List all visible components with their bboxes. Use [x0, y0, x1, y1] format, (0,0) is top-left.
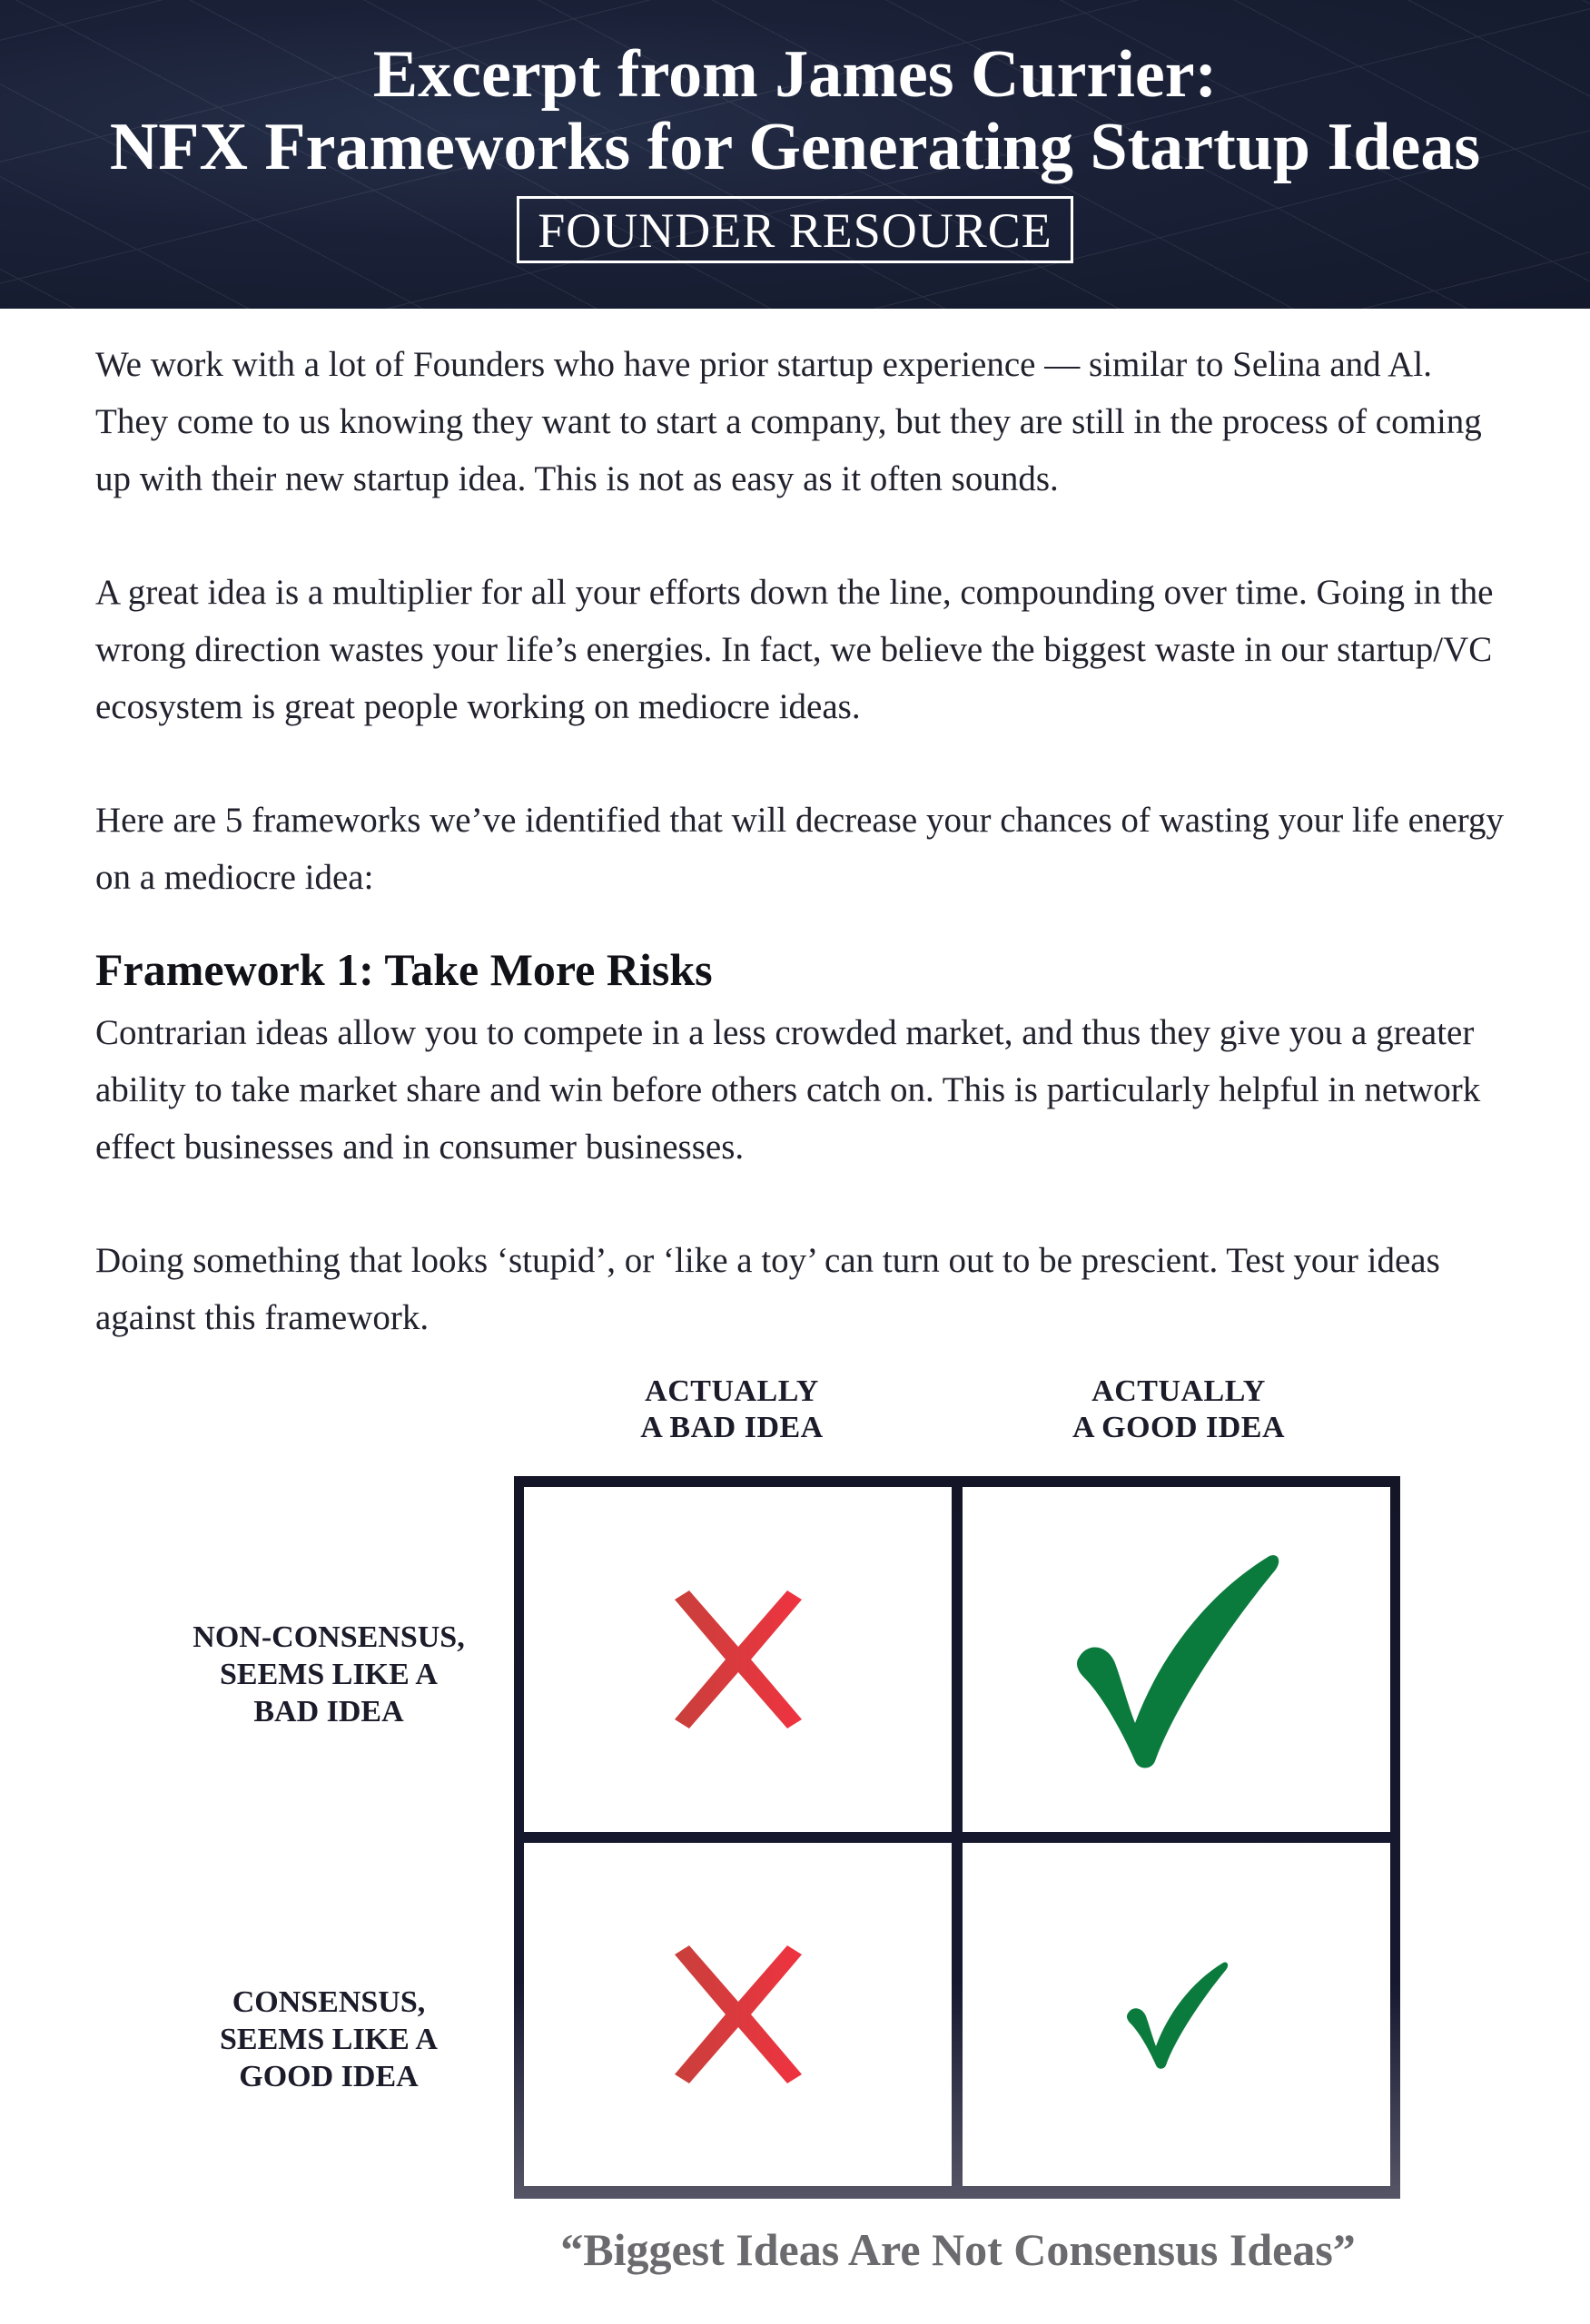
row-header-line: BAD IDEA	[253, 1695, 404, 1728]
cell-consensus-bad	[524, 1843, 952, 2186]
row-header-non-consensus	[138, 1619, 519, 1730]
founder-resource-badge: FOUNDER RESOURCE	[517, 196, 1073, 263]
intro-paragraph-1: We work with a lot of Founders who have prior startup experience — similar to Selina and Al. They come to us knowing they want to start a company, but they are still in the process of coming up with their new startup idea. This is not as easy as it often sounds.	[95, 345, 1482, 498]
framework-paragraph-2: Doing something that looks ‘stupid’, or ‘like a toy’ can turn out to be prescient. Test your ideas against this framework.	[95, 1241, 1440, 1337]
cell-non-consensus-bad	[524, 1487, 952, 1832]
row-header-line: SEEMS LIKE A	[220, 2023, 438, 2056]
page-title-line-1: Excerpt from James Currier:	[372, 37, 1218, 112]
column-header-line: ACTUALLY	[645, 1374, 819, 1408]
row-header-consensus	[138, 1984, 519, 2095]
row-header-line: GOOD IDEA	[239, 2060, 419, 2093]
page-title-line-2: NFX Frameworks for Generating Startup Ideas	[109, 110, 1481, 184]
row-header-line: NON-CONSENSUS,	[193, 1620, 465, 1654]
large-check-icon	[1068, 1551, 1286, 1768]
row-header-line: SEEMS LIKE A	[220, 1658, 438, 1691]
column-header-line: A BAD IDEA	[640, 1411, 824, 1444]
cell-consensus-good	[963, 1843, 1390, 2186]
column-header-line: ACTUALLY	[1091, 1374, 1266, 1408]
small-check-icon	[1122, 1960, 1231, 2069]
header-banner	[0, 0, 1590, 309]
intro-paragraph-3: Here are 5 frameworks we’ve identified that will decrease your chances of wasting your life energy on a mediocre idea:	[95, 801, 1505, 897]
cross-icon	[666, 1587, 811, 1732]
matrix-grid	[514, 1476, 1400, 2199]
framework-heading: Framework 1: Take More Risks	[95, 944, 713, 995]
article-body	[95, 336, 1512, 1403]
intro-paragraph-2: A great idea is a multiplier for all your efforts down the line, compounding over time. Going in the wrong direction wastes your life’s energies. In fact, we believe the biggest waste in our startup/VC ecosystem is great people working on mediocre ideas.	[95, 573, 1494, 726]
column-header-line: A GOOD IDEA	[1072, 1411, 1286, 1444]
cell-non-consensus-good	[963, 1487, 1390, 1832]
matrix-caption: “Biggest Ideas Are Not Consensus Ideas”	[560, 2224, 1356, 2275]
cross-icon	[666, 1942, 811, 2087]
framework-paragraph-1: Contrarian ideas allow you to compete in a less crowded market, and thus they give you a greater ability to take market share and win before others catch on. This is particularly helpful in network effect businesses and in consumer businesses.	[95, 1013, 1481, 1167]
row-header-line: CONSENSUS,	[232, 1985, 426, 2019]
